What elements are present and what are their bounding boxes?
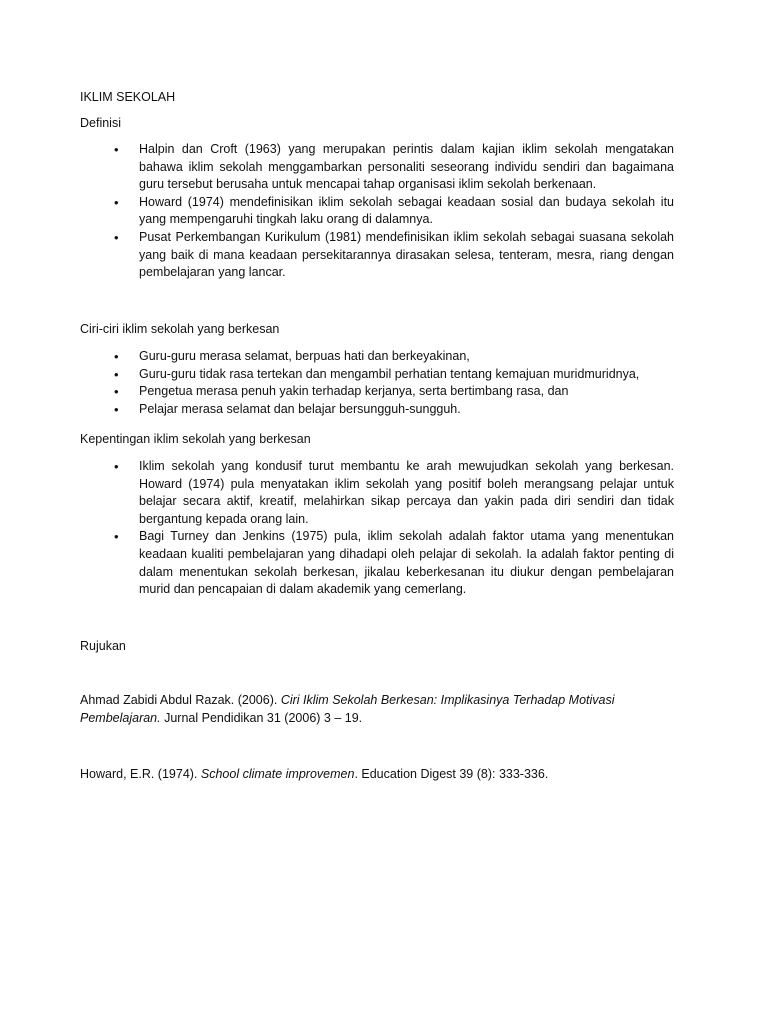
list-item: • Pengetua merasa penuh yakin terhadap kerjanya, serta bertimbang rasa, dan xyxy=(80,383,674,401)
section-heading-rujukan: Rujukan xyxy=(80,639,126,653)
section-heading-kepentingan: Kepentingan iklim sekolah yang berkesan xyxy=(80,432,311,446)
section-ciri xyxy=(80,320,674,338)
reference-entry-1 xyxy=(80,691,674,727)
list-item: • Halpin dan Croft (1963) yang merupakan perintis dalam kajian iklim sekolah mengatakan bahawa iklim sekolah menggambarkan personaliti seseorang individu sendiri dan bagaimana guru tersebut berusaha untuk mencapai tahap organisasi iklim sekolah berkenaan. xyxy=(80,141,674,194)
definisi-list-block xyxy=(80,141,674,282)
section-kepentingan xyxy=(80,430,674,448)
reference-source: Jurnal Pendidikan 31 (2006) 3 – 19. xyxy=(160,711,363,725)
list-item: • Pusat Perkembangan Kurikulum (1981) mendefinisikan iklim sekolah sebagai suasana sekolah yang baik di mana keadaan persekitarannya dirasakan selesa, tenteram, mesra, riang dengan pembelajaran yang lancar. xyxy=(80,229,674,282)
reference-source: . Education Digest 39 (8): 333-336. xyxy=(354,767,549,781)
section-rujukan xyxy=(80,637,674,655)
reference-author: Ahmad Zabidi Abdul Razak. (2006). xyxy=(80,693,281,707)
section-heading-definisi: Definisi xyxy=(80,116,121,130)
list-item: • Guru-guru tidak rasa tertekan dan mengambil perhatian tentang kemajuan muridmuridnya, xyxy=(80,366,674,384)
document-title: IKLIM SEKOLAH xyxy=(80,90,176,104)
list-item: • Guru-guru merasa selamat, berpuas hati dan berkeyakinan, xyxy=(80,348,674,366)
document-title-block xyxy=(80,88,674,106)
section-heading-ciri: Ciri-ciri iklim sekolah yang berkesan xyxy=(80,322,280,336)
section-definisi xyxy=(80,114,674,132)
reference-entry-2 xyxy=(80,765,674,783)
reference-title: Ciri Iklim Sekolah Berkesan: Implikasinya Terhadap Motivasi Pembelajaran. xyxy=(80,693,615,725)
list-item: • Bagi Turney dan Jenkins (1975) pula, iklim sekolah adalah faktor utama yang menentukan keadaan kualiti pembelajaran yang dihadapi oleh pelajar di sekolah. Ia adalah faktor penting di dalam menentukan sekolah berkesan, jikalau keberkesanan itu diukur dengan pembelajaran murid dan pencapaian di dalam akademik yang cemerlang. xyxy=(80,528,674,598)
ciri-list xyxy=(80,348,674,418)
list-item: • Pelajar merasa selamat dan belajar bersungguh-sungguh. xyxy=(80,401,674,419)
definisi-list xyxy=(80,141,674,282)
list-item: • Iklim sekolah yang kondusif turut membantu ke arah mewujudkan sekolah yang berkesan. Howard (1974) pula menyatakan iklim sekolah yang positif boleh merangsang pelajar untuk belajar secara aktif, kreatif, melahirkan sikap percaya dan yakin pada diri sendiri dan tidak bergantung kepada orang lain. xyxy=(80,458,674,528)
ciri-list-block xyxy=(80,348,674,418)
reference-title: School climate improvemen xyxy=(200,767,355,781)
list-item: • Howard (1974) mendefinisikan iklim sekolah sebagai keadaan sosial dan budaya sekolah itu yang mempengaruhi tingkah laku orang di dalamnya. xyxy=(80,194,674,229)
kepentingan-list-block xyxy=(80,458,674,599)
kepentingan-list xyxy=(80,458,674,599)
reference-author: Howard, E.R. (1974). xyxy=(80,767,201,781)
